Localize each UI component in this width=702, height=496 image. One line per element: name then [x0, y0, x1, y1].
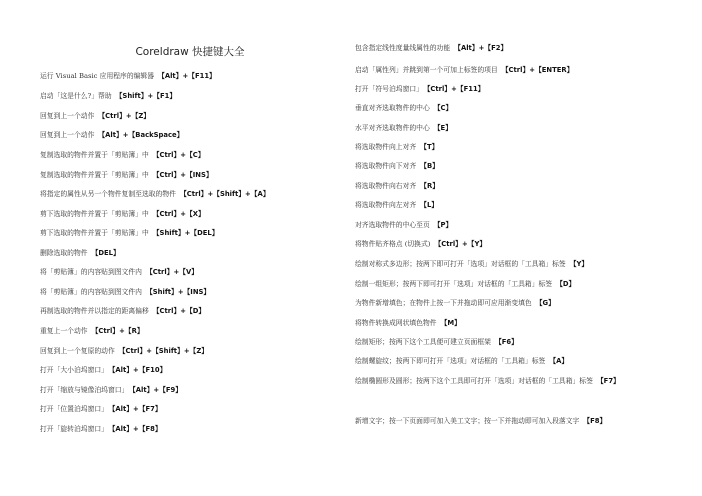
shortcut-line: 绘制一组矩形；按两下即可打开「选项」对话框的「工具箱」标签 【D】: [355, 280, 576, 288]
shortcut-line: 包含指定线性度量线属性的功能 【Alt】+【F2】: [355, 44, 508, 52]
shortcut-line: 将「剪贴簿」的内容贴到图文件内 【Ctrl】+【V】: [40, 268, 199, 276]
shortcut-line: 运行 Visual Basic 应用程序的编辑器 【Alt】+【F11】: [40, 72, 216, 80]
shortcut-line: 剪下选取的物件并置于「剪贴簿」中 【Ctrl】+【X】: [40, 210, 205, 218]
shortcut-line: 将选取物件向左对齐 【L】: [355, 201, 439, 209]
shortcut-line: 重复上一个动作 【Ctrl】+【R】: [40, 327, 144, 335]
shortcut-line: 绘制对称式多边形；按两下即可打开「选项」对话框的「工具箱」标签 【Y】: [355, 260, 589, 268]
shortcut-line: 将物件转换成网状填色物件 【M】: [355, 319, 461, 327]
shortcut-line: 打开「符号泊坞窗口」 【Ctrl】+【F11】: [355, 85, 485, 93]
shortcut-line: 垂直对齐选取物件的中心 【C】: [355, 104, 453, 112]
shortcut-line: 复制选取的物件并置于「剪贴簿」中 【Ctrl】+【C】: [40, 151, 205, 159]
shortcut-line-wrapped: 绘制椭圆形及圆形；按两下这个工具即可打开「选项」对话框的「工具箱」标签 【F7】: [355, 377, 620, 385]
shortcut-line: 再制选取的物件并以指定的距离偏移 【Ctrl】+【D】: [40, 307, 206, 315]
shortcut-line: 将「剪贴簿」的内容贴到图文件内 【Shift】+【INS】: [40, 288, 211, 296]
shortcut-line-wrapped: 新增文字；按一下页面即可加入美工文字；按一下并拖动即可加入段落文字 【F8】: [355, 417, 607, 425]
shortcut-line: 剪下选取的物件并置于「剪贴簿」中 【Shift】+【DEL】: [40, 229, 219, 237]
shortcut-line: 启动「这是什么?」帮助 【Shift】+【F1】: [40, 92, 177, 100]
shortcut-line: 将物件贴齐格点 (切换式) 【Ctrl】+【Y】: [355, 240, 487, 248]
shortcut-line: 复制选取的物件并置于「剪贴簿」中 【Ctrl】+【INS】: [40, 171, 213, 179]
shortcut-line: 打开「旋转泊坞窗口」 【Alt】+【F8】: [40, 425, 162, 433]
shortcut-line: 启动「属性列」并跳到第一个可加上标签的项目 【Ctrl】+【ENTER】: [355, 66, 574, 74]
shortcut-line: 为物件新增填色；在物件上按一下并拖动即可应用渐变填色 【G】: [355, 299, 555, 307]
shortcut-line: 打开「位置泊坞窗口」 【Alt】+【F7】: [40, 405, 162, 413]
shortcut-line: 将指定的属性从另一个物件复制至选取的物件 【Ctrl】+【Shift】+【A】: [40, 190, 270, 198]
shortcut-line: 对齐选取物件的中心至页 【P】: [355, 221, 453, 229]
shortcut-line: 回复到上一个复原的动作 【Ctrl】+【Shift】+【Z】: [40, 347, 209, 355]
page-title: Coreldraw 快捷键大全: [135, 46, 245, 58]
shortcut-line: 将选取物件向上对齐 【T】: [355, 143, 439, 151]
shortcut-line: 将选取物件向下对齐 【B】: [355, 162, 439, 170]
shortcut-line: 打开「缩放与镜像泊坞窗口」 【Alt】+【F9】: [40, 386, 183, 394]
shortcut-line: 打开「大小泊坞窗口」 【Alt】+【F10】: [40, 366, 167, 374]
shortcut-line: 回复到上一个动作 【Ctrl】+【Z】: [40, 112, 151, 120]
shortcut-line: 将选取物件向右对齐 【R】: [355, 182, 439, 190]
shortcut-line: 回复到上一个动作 【Alt】+【BackSpace】: [40, 131, 184, 139]
shortcut-line: 水平对齐选取物件的中心 【E】: [355, 124, 453, 132]
shortcut-line: 绘制螺旋纹；按两下即可打开「选项」对话框的「工具箱」标签 【A】: [355, 357, 569, 365]
shortcut-line: 删除选取的物件 【DEL】: [40, 249, 120, 257]
shortcut-line: 绘制矩形；按两下这个工具便可建立页面框架 【F6】: [355, 338, 518, 346]
